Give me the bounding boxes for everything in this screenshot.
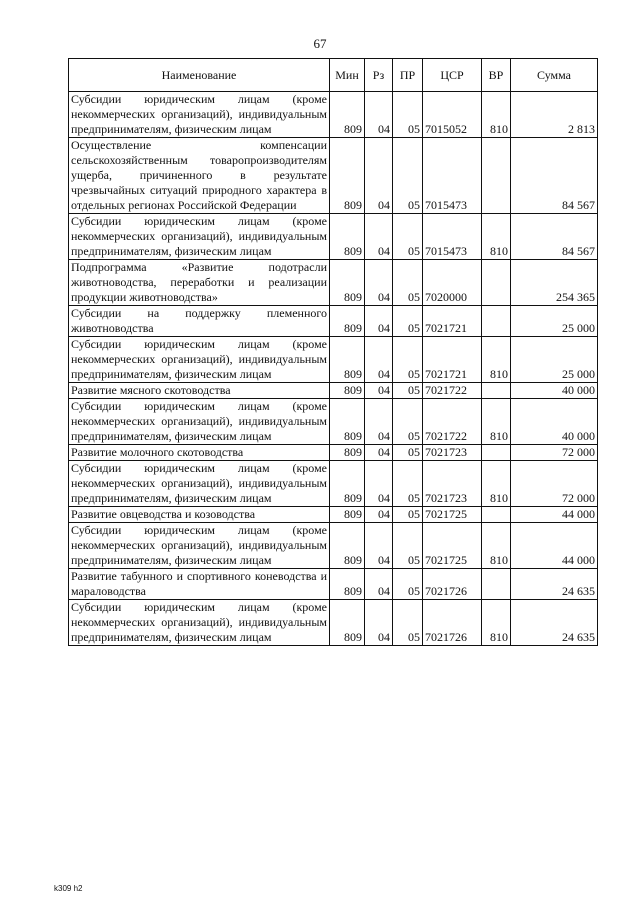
cell-vr: 810 <box>482 337 511 383</box>
cell-name: Субсидии юридическим лицам (кроме некоммерческих организаций), индивидуальным предпринимателям, физическим лицам <box>69 523 330 569</box>
cell-rz: 04 <box>365 214 393 260</box>
header-rz: Рз <box>365 59 393 92</box>
header-csr: ЦСР <box>423 59 482 92</box>
cell-pr: 05 <box>393 569 423 600</box>
cell-min: 809 <box>330 461 365 507</box>
cell-name: Субсидии на поддержку племенного животноводства <box>69 306 330 337</box>
table-row <box>69 92 598 138</box>
cell-sum: 254 365 <box>511 260 598 306</box>
table-row <box>69 399 598 445</box>
cell-pr: 05 <box>393 383 423 399</box>
footer-code: k309 h2 <box>54 884 83 893</box>
cell-csr: 7021721 <box>423 306 482 337</box>
cell-name: Развитие овцеводства и козоводства <box>69 507 330 523</box>
header-name: Наименование <box>69 59 330 92</box>
cell-min: 809 <box>330 92 365 138</box>
cell-min: 809 <box>330 138 365 214</box>
cell-vr: 810 <box>482 523 511 569</box>
cell-csr: 7021726 <box>423 600 482 646</box>
cell-sum: 84 567 <box>511 214 598 260</box>
cell-pr: 05 <box>393 507 423 523</box>
table-row <box>69 600 598 646</box>
cell-sum: 40 000 <box>511 399 598 445</box>
cell-name: Субсидии юридическим лицам (кроме некоммерческих организаций), индивидуальным предпринимателям, физическим лицам <box>69 92 330 138</box>
cell-pr: 05 <box>393 92 423 138</box>
cell-vr: 810 <box>482 600 511 646</box>
page-number: 67 <box>313 36 327 51</box>
cell-name: Субсидии юридическим лицам (кроме некоммерческих организаций), индивидуальным предпринимателям, физическим лицам <box>69 399 330 445</box>
cell-csr: 7021723 <box>423 445 482 461</box>
cell-csr: 7021726 <box>423 569 482 600</box>
table-row <box>69 445 598 461</box>
cell-csr: 7015473 <box>423 138 482 214</box>
budget-table <box>68 58 598 646</box>
cell-pr: 05 <box>393 138 423 214</box>
cell-rz: 04 <box>365 399 393 445</box>
cell-sum: 44 000 <box>511 507 598 523</box>
cell-rz: 04 <box>365 92 393 138</box>
cell-sum: 24 635 <box>511 600 598 646</box>
cell-vr <box>482 445 511 461</box>
cell-csr: 7020000 <box>423 260 482 306</box>
cell-min: 809 <box>330 600 365 646</box>
cell-rz: 04 <box>365 383 393 399</box>
cell-rz: 04 <box>365 600 393 646</box>
cell-rz: 04 <box>365 445 393 461</box>
cell-pr: 05 <box>393 214 423 260</box>
table-row <box>69 383 598 399</box>
cell-name: Осуществление компенсации сельскохозяйственным товаропроизводителям ущерба, причиненного в результате чрезвычайных ситуаций природного характера в отдельных регионах Российской Федерации <box>69 138 330 214</box>
cell-sum: 84 567 <box>511 138 598 214</box>
table-row <box>69 507 598 523</box>
cell-sum: 24 635 <box>511 569 598 600</box>
cell-csr: 7021725 <box>423 523 482 569</box>
cell-pr: 05 <box>393 399 423 445</box>
cell-csr: 7021723 <box>423 461 482 507</box>
cell-csr: 7015473 <box>423 214 482 260</box>
cell-sum: 2 813 <box>511 92 598 138</box>
cell-pr: 05 <box>393 445 423 461</box>
cell-min: 809 <box>330 507 365 523</box>
table-body <box>69 92 598 646</box>
header-pr: ПР <box>393 59 423 92</box>
header-vr: ВР <box>482 59 511 92</box>
cell-pr: 05 <box>393 337 423 383</box>
table-row <box>69 138 598 214</box>
cell-pr: 05 <box>393 260 423 306</box>
cell-min: 809 <box>330 214 365 260</box>
table-row <box>69 260 598 306</box>
table-row <box>69 337 598 383</box>
cell-vr: 810 <box>482 214 511 260</box>
cell-vr <box>482 138 511 214</box>
cell-vr: 810 <box>482 399 511 445</box>
cell-name: Субсидии юридическим лицам (кроме некоммерческих организаций), индивидуальным предпринимателям, физическим лицам <box>69 337 330 383</box>
cell-vr <box>482 569 511 600</box>
cell-rz: 04 <box>365 507 393 523</box>
cell-csr: 7021721 <box>423 337 482 383</box>
cell-sum: 25 000 <box>511 337 598 383</box>
header-min: Мин <box>330 59 365 92</box>
cell-sum: 72 000 <box>511 461 598 507</box>
cell-name: Субсидии юридическим лицам (кроме некоммерческих организаций), индивидуальным предпринимателям, физическим лицам <box>69 600 330 646</box>
cell-name: Подпрограмма «Развитие подотрасли животноводства, переработки и реализации продукции животноводства» <box>69 260 330 306</box>
cell-sum: 40 000 <box>511 383 598 399</box>
cell-pr: 05 <box>393 306 423 337</box>
cell-rz: 04 <box>365 461 393 507</box>
cell-csr: 7021722 <box>423 399 482 445</box>
cell-vr: 810 <box>482 92 511 138</box>
cell-rz: 04 <box>365 260 393 306</box>
cell-csr: 7015052 <box>423 92 482 138</box>
cell-vr <box>482 507 511 523</box>
cell-sum: 44 000 <box>511 523 598 569</box>
table-row <box>69 306 598 337</box>
cell-name: Субсидии юридическим лицам (кроме некоммерческих организаций), индивидуальным предпринимателям, физическим лицам <box>69 461 330 507</box>
cell-rz: 04 <box>365 306 393 337</box>
cell-min: 809 <box>330 445 365 461</box>
table-row <box>69 523 598 569</box>
header-sum: Сумма <box>511 59 598 92</box>
cell-csr: 7021725 <box>423 507 482 523</box>
cell-rz: 04 <box>365 569 393 600</box>
table-row <box>69 214 598 260</box>
cell-sum: 72 000 <box>511 445 598 461</box>
cell-pr: 05 <box>393 523 423 569</box>
cell-name: Развитие мясного скотоводства <box>69 383 330 399</box>
cell-min: 809 <box>330 337 365 383</box>
cell-name: Субсидии юридическим лицам (кроме некоммерческих организаций), индивидуальным предпринимателям, физическим лицам <box>69 214 330 260</box>
cell-min: 809 <box>330 260 365 306</box>
cell-min: 809 <box>330 399 365 445</box>
cell-pr: 05 <box>393 461 423 507</box>
cell-name: Развитие молочного скотоводства <box>69 445 330 461</box>
cell-vr <box>482 383 511 399</box>
cell-min: 809 <box>330 383 365 399</box>
table-row <box>69 569 598 600</box>
cell-rz: 04 <box>365 138 393 214</box>
cell-vr: 810 <box>482 461 511 507</box>
cell-rz: 04 <box>365 523 393 569</box>
cell-pr: 05 <box>393 600 423 646</box>
cell-min: 809 <box>330 569 365 600</box>
cell-sum: 25 000 <box>511 306 598 337</box>
cell-rz: 04 <box>365 337 393 383</box>
table-header-row <box>69 59 598 92</box>
cell-min: 809 <box>330 306 365 337</box>
cell-vr <box>482 260 511 306</box>
cell-name: Развитие табунного и спортивного коневодства и мараловодства <box>69 569 330 600</box>
cell-min: 809 <box>330 523 365 569</box>
cell-vr <box>482 306 511 337</box>
cell-csr: 7021722 <box>423 383 482 399</box>
table-row <box>69 461 598 507</box>
